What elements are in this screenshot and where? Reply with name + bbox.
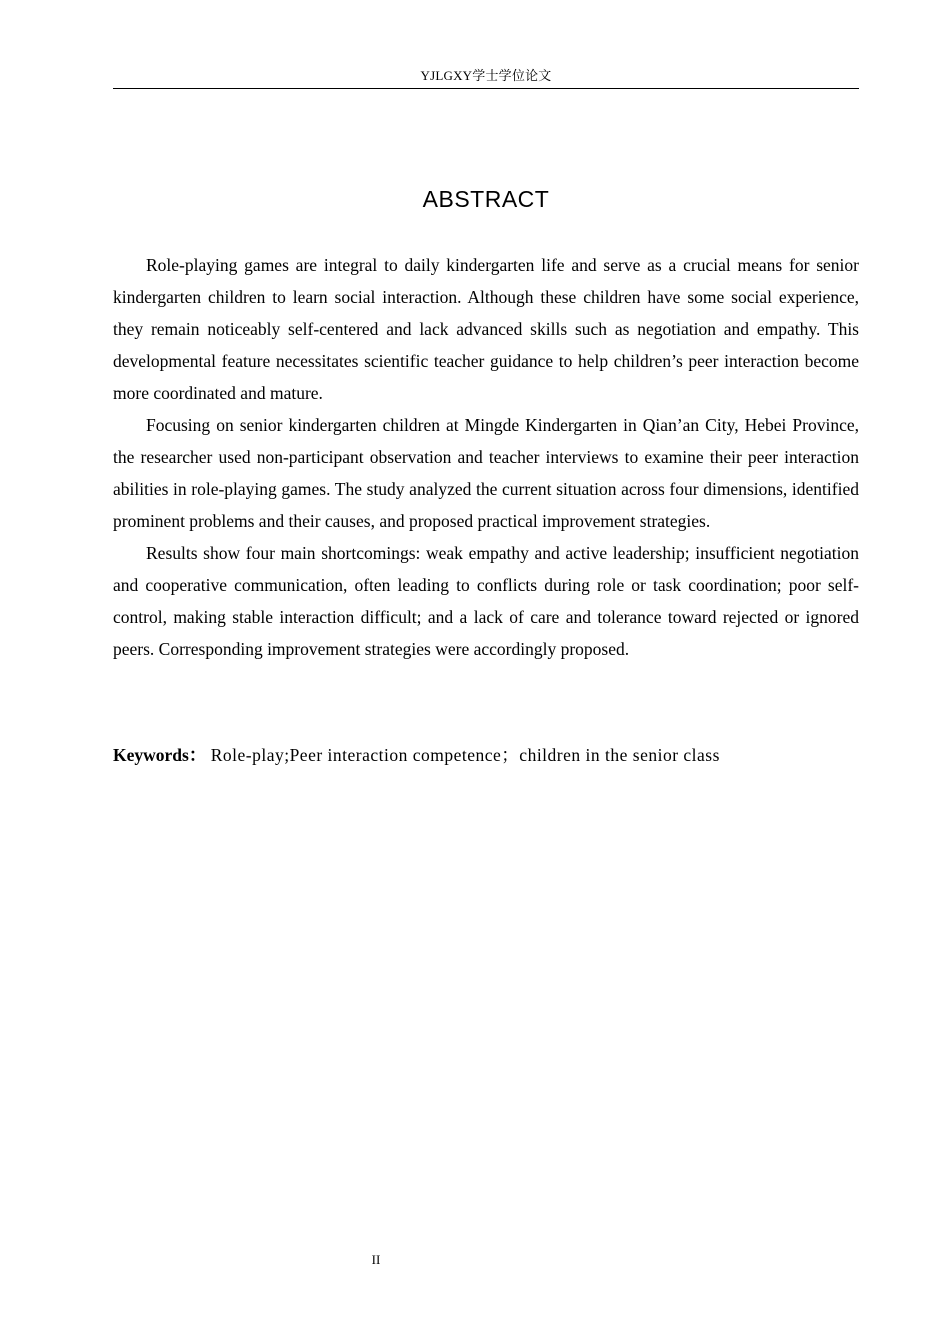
keywords-label: Keywords： [113, 745, 207, 765]
header-text: YJLGXY学士学位论文 [420, 68, 552, 83]
abstract-paragraph-3: Results show four main shortcomings: weak empathy and active leadership; insufficient negotiation and cooperative communication, often leading to conflicts during role or task coordination; poor self-control, making stable interaction difficult; and a lack of care and tolerance toward rejected or ignored peers. Corresponding improvement strategies were accordingly proposed. [113, 543, 859, 659]
abstract-paragraph-2: Focusing on senior kindergarten children at Mingde Kindergarten in Qian’an City, Hebei Province, the researcher used non-participant observation and teacher interviews to examine their peer interaction abilities in role-playing games. The study analyzed the current situation across four dimensions, identified prominent problems and their causes, and proposed practical improvement strategies. [113, 415, 859, 531]
keywords-text: Role-play;Peer interaction competence；children in the senior class [210, 745, 720, 765]
abstract-title: ABSTRACT [422, 186, 550, 212]
page-header [113, 66, 859, 89]
abstract-paragraph-1: Role-playing games are integral to daily kindergarten life and serve as a crucial means for senior kindergarten children to learn social interaction. Although these children have some social experience, they remain noticeably self-centered and lack advanced skills such as negotiation and empathy. This developmental feature necessitates scientific teacher guidance to help children’s peer interaction become more coordinated and mature. [113, 255, 859, 403]
keywords-line [113, 740, 859, 770]
abstract-body [113, 249, 859, 665]
page-number: II [371, 1252, 381, 1267]
